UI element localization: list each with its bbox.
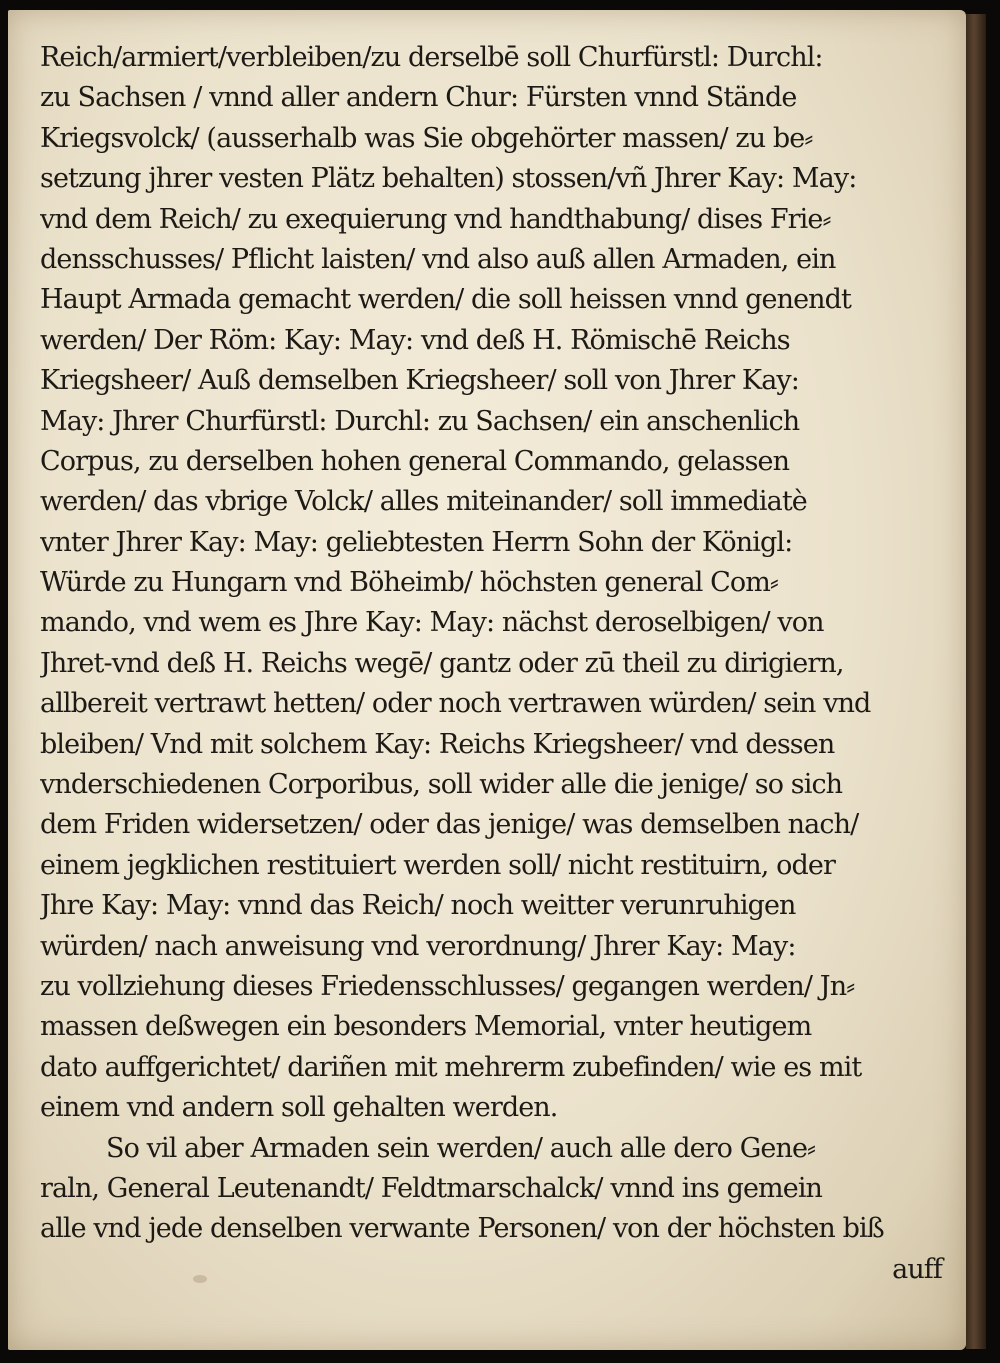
text-line: setzung jhrer vesten Plätz behalten) stossen/vñ Jhrer Kay: May:	[40, 163, 857, 195]
text-line: zu Sachsen / vnnd aller andern Chur: Fürsten vnnd Stände	[40, 82, 797, 114]
text-line: vnd dem Reich/ zu exequierung vnd handthabung/ dises Frie⸗	[40, 203, 831, 235]
text-line: Corpus, zu derselben hohen general Commando, gelassen	[40, 445, 790, 477]
paragraph-first-line: So vil aber Armaden sein werden/ auch alle dero Gene⸗	[106, 1132, 816, 1164]
text-line: dato auffgerichtet/ dariñen mit mehrerm zubefinden/ wie es mit	[40, 1051, 862, 1083]
text-line: massen deßwegen ein besonders Memorial, vnter heutigem	[40, 1011, 812, 1043]
ink-blot	[193, 1275, 207, 1283]
text-line: Haupt Armada gemacht werden/ die soll heissen vnnd genendt	[40, 284, 852, 316]
text-line: vnter Jhrer Kay: May: geliebtesten Herrn Sohn der Königl:	[40, 526, 793, 558]
text-line: densschusses/ Pflicht laisten/ vnd also auß allen Armaden, ein	[40, 243, 836, 275]
book-edge	[966, 14, 986, 1349]
text-line: May: Jhrer Churfürstl: Durchl: zu Sachsen/ ein anschenlich	[40, 405, 800, 437]
text-line: mando, vnd wem es Jhre Kay: May: nächst deroselbigen/ von	[40, 607, 824, 639]
text-line: einem vnd andern soll gehalten werden.	[40, 1092, 558, 1124]
catchword: auff	[892, 1253, 942, 1285]
text-line: Kriegsvolck/ (ausserhalb was Sie obgehörter massen/ zu be⸗	[40, 122, 813, 154]
text-line: allbereit vertrawt hetten/ oder noch vertrawen würden/ sein vnd	[40, 688, 871, 720]
text-line: raln, General Leutenandt/ Feldtmarschalck/ vnnd ins gemein	[40, 1172, 823, 1204]
text-line: bleiben/ Vnd mit solchem Kay: Reichs Kriegsheer/ vnd dessen	[40, 728, 835, 760]
text-line: Kriegsheer/ Auß demselben Kriegsheer/ soll von Jhrer Kay:	[40, 365, 799, 397]
text-block	[40, 38, 946, 1290]
text-line: dem Friden widersetzen/ oder das jenige/ was demselben nach/	[40, 809, 859, 841]
text-line: würden/ nach anweisung vnd verordnung/ Jhrer Kay: May:	[40, 930, 796, 962]
text-line: einem jegklichen restituiert werden soll/ nicht restituirn, oder	[40, 849, 835, 881]
text-line: Jhret-vnd deß H. Reichs wegē/ gantz oder zū theil zu dirigiern,	[40, 647, 844, 679]
text-line: alle vnd jede denselben verwante Personen/ von der höchsten biß	[40, 1213, 884, 1245]
book-page	[8, 10, 966, 1350]
text-line: werden/ Der Röm: Kay: May: vnd deß H. Römischē Reichs	[40, 324, 790, 356]
text-line: zu vollziehung dieses Friedensschlusses/ gegangen werden/ Jn⸗	[40, 970, 855, 1002]
text-line: Reich/armiert/verbleiben/zu derselbē soll Churfürstl: Durchl:	[40, 42, 823, 73]
text-line: Jhre Kay: May: vnnd das Reich/ noch weitter verunruhigen	[40, 890, 796, 922]
text-line: Würde zu Hungarn vnd Böheimb/ höchsten general Com⸗	[40, 567, 779, 599]
text-line: werden/ das vbrige Volck/ alles miteinander/ soll immediatè	[40, 486, 807, 518]
text-line: vnderschiedenen Corporibus, soll wider alle die jenige/ so sich	[40, 769, 843, 801]
